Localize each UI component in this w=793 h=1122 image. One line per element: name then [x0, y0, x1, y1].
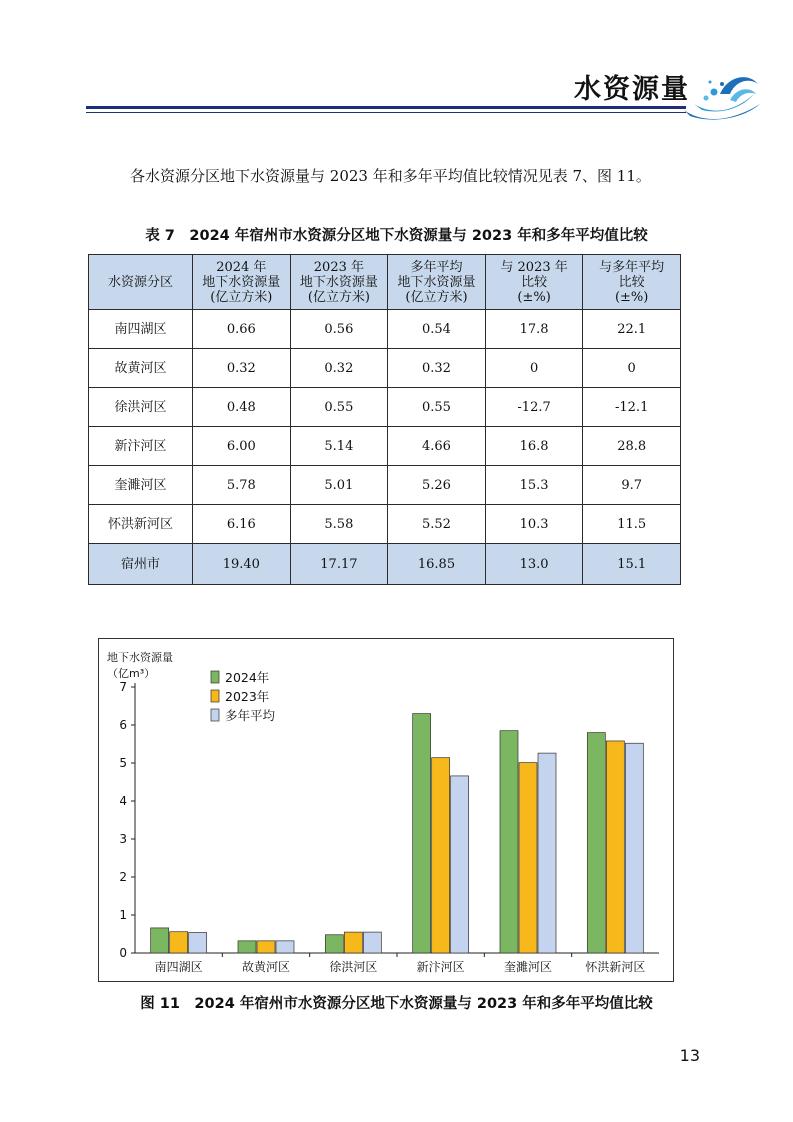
table-cell: 15.3 — [485, 466, 583, 505]
table-cell: 南四湖区 — [89, 310, 193, 349]
y-tick-label: 0 — [119, 946, 127, 960]
page-number: 13 — [679, 1046, 700, 1065]
table-cell: 16.85 — [388, 544, 486, 585]
bar — [625, 743, 643, 953]
y-tick-label: 7 — [119, 680, 127, 694]
table-cell: 0.32 — [388, 349, 486, 388]
section-title: 水资源量 — [574, 74, 690, 105]
table-cell: 5.78 — [193, 466, 291, 505]
table-cell: 0 — [485, 349, 583, 388]
x-tick-label: 新汴河区 — [416, 960, 465, 974]
table-cell: 6.16 — [193, 505, 291, 544]
table-cell: 15.1 — [583, 544, 681, 585]
table-cell: 5.26 — [388, 466, 486, 505]
table-row — [89, 427, 681, 466]
y-tick-label: 3 — [119, 832, 127, 846]
bar — [519, 763, 537, 953]
header-cell: 2023 年 地下水资源量 (亿立方米) — [290, 255, 388, 310]
header-cell: 2024 年 地下水资源量 (亿立方米) — [193, 255, 291, 310]
table-cell: 5.58 — [290, 505, 388, 544]
bar — [500, 731, 518, 953]
table-row — [89, 310, 681, 349]
table-cell: 13.0 — [485, 544, 583, 585]
table-cell: 0 — [583, 349, 681, 388]
table-cell: 奎濉河区 — [89, 466, 193, 505]
table-cell: 11.5 — [583, 505, 681, 544]
table-cell: 0.54 — [388, 310, 486, 349]
legend-label: 2023年 — [225, 689, 270, 704]
bar — [413, 714, 431, 953]
y-tick-label: 4 — [119, 794, 127, 808]
x-tick-label: 奎濉河区 — [503, 960, 553, 974]
figure-caption: 图 11 2024 年宿州市水资源分区地下水资源量与 2023 年和多年平均值比较 — [140, 996, 653, 1012]
table-cell: 0.48 — [193, 388, 291, 427]
bar — [276, 941, 294, 953]
table-cell: 0.32 — [193, 349, 291, 388]
legend-label: 2024年 — [225, 670, 270, 685]
bar — [451, 776, 469, 953]
header-cell: 与多年平均 比较 (±%) — [583, 255, 681, 310]
y-tick-label: 1 — [119, 908, 127, 922]
y-axis-title: 地下水资源量 — [107, 651, 173, 664]
header-rule-thin — [86, 112, 686, 113]
bar — [238, 941, 256, 953]
legend-swatch — [211, 671, 219, 683]
chart-frame — [98, 638, 674, 982]
bar — [325, 935, 343, 953]
table-caption: 表 7 2024 年宿州市水资源分区地下水资源量与 2023 年和多年平均值比较 — [145, 228, 648, 244]
y-axis-unit: （亿m³） — [107, 667, 156, 680]
bar — [363, 932, 381, 953]
table-cell: 4.66 — [388, 427, 486, 466]
bar — [170, 932, 188, 953]
table-cell: 怀洪新河区 — [89, 505, 193, 544]
table-cell: 0.32 — [290, 349, 388, 388]
table-cell: 故黄河区 — [89, 349, 193, 388]
legend-swatch — [211, 709, 219, 721]
intro-paragraph: 各水资源分区地下水资源量与 2023 年和多年平均值比较情况见表 7、图 11。 — [130, 167, 651, 185]
table-cell: 16.8 — [485, 427, 583, 466]
table-cell: 5.52 — [388, 505, 486, 544]
table-cell: 6.00 — [193, 427, 291, 466]
table-cell: 5.01 — [290, 466, 388, 505]
table-row — [89, 505, 681, 544]
table-cell: 0.55 — [388, 388, 486, 427]
legend-swatch — [211, 690, 219, 702]
x-tick-label: 徐洪河区 — [329, 960, 378, 974]
table-cell: -12.7 — [485, 388, 583, 427]
table-row — [89, 349, 681, 388]
table-cell: 0.55 — [290, 388, 388, 427]
legend-label: 多年平均 — [225, 708, 276, 723]
table-header-row — [89, 255, 681, 310]
table-cell: 17.8 — [485, 310, 583, 349]
table-row — [89, 388, 681, 427]
header-cell: 与 2023 年 比较 (±%) — [485, 255, 583, 310]
water-wave-icon — [680, 64, 764, 128]
table-cell: 宿州市 — [89, 544, 193, 585]
y-tick-label: 2 — [119, 870, 127, 884]
table-cell: 17.17 — [290, 544, 388, 585]
table-cell: -12.1 — [583, 388, 681, 427]
table-cell: 19.40 — [193, 544, 291, 585]
groundwater-bar-chart — [99, 639, 673, 981]
bar — [344, 932, 362, 953]
header-cell: 水资源分区 — [89, 255, 193, 310]
table-total-row — [89, 544, 681, 585]
bar — [151, 928, 169, 953]
table-cell: 0.56 — [290, 310, 388, 349]
bar — [257, 941, 275, 953]
table-cell: 10.3 — [485, 505, 583, 544]
x-tick-label: 故黄河区 — [241, 960, 291, 974]
x-tick-label: 南四湖区 — [154, 960, 203, 974]
y-tick-label: 6 — [119, 718, 127, 732]
bar — [606, 741, 624, 953]
table-cell: 新汴河区 — [89, 427, 193, 466]
bar — [432, 758, 450, 953]
bar — [538, 753, 556, 953]
bar — [189, 932, 207, 953]
bar — [587, 733, 605, 953]
header-rule — [86, 106, 686, 109]
table-cell: 0.66 — [193, 310, 291, 349]
y-tick-label: 5 — [119, 756, 127, 770]
table-cell: 5.14 — [290, 427, 388, 466]
table-cell: 28.8 — [583, 427, 681, 466]
x-tick-label: 怀洪新河区 — [585, 960, 646, 974]
table-cell: 9.7 — [583, 466, 681, 505]
groundwater-table — [88, 254, 681, 585]
table-cell: 22.1 — [583, 310, 681, 349]
table-row — [89, 466, 681, 505]
header-cell: 多年平均 地下水资源量 (亿立方米) — [388, 255, 486, 310]
table-cell: 徐洪河区 — [89, 388, 193, 427]
